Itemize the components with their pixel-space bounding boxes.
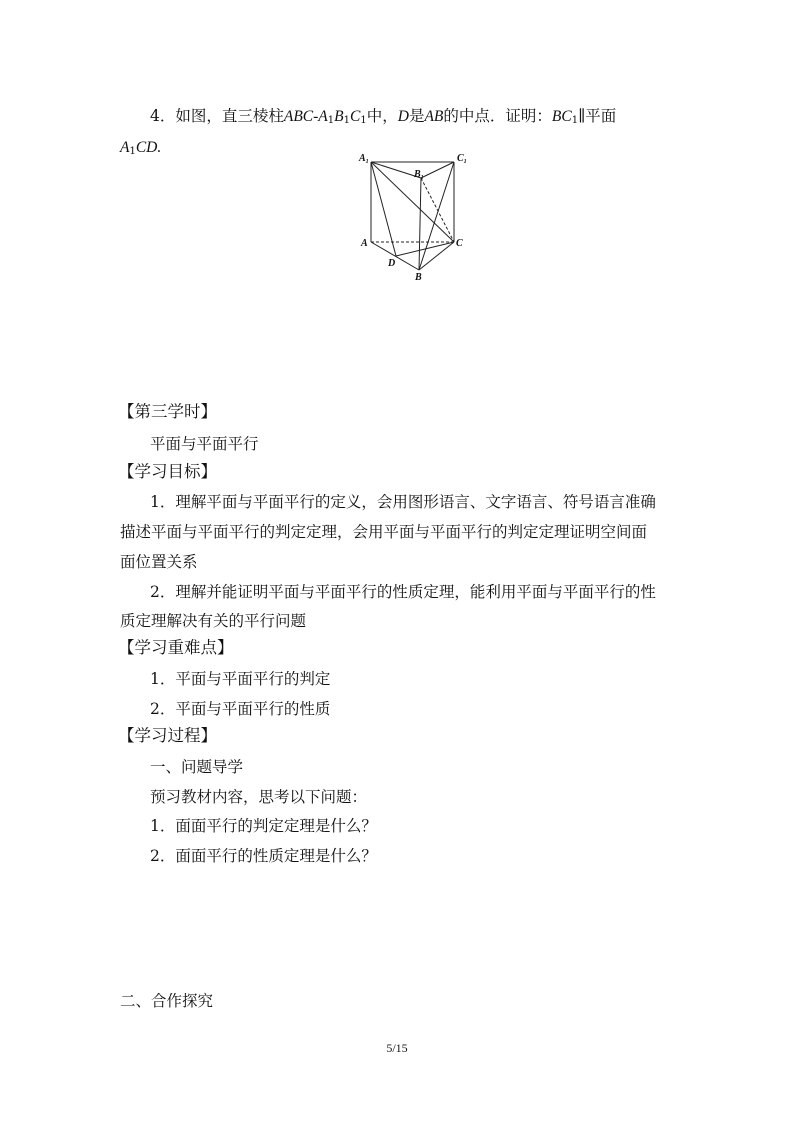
key-point-2: 2．平面与平面平行的性质 <box>150 700 331 718</box>
question-2: 2．面面平行的性质定理是什么？ <box>150 847 377 865</box>
label-a: A <box>361 238 368 249</box>
question-1: 1．面面平行的判定定理是什么？ <box>150 817 377 835</box>
lesson-subtitle: 平面与平面平行 <box>150 435 259 453</box>
label-b1: $B_1$ <box>414 169 424 181</box>
label-c1: $C_1$ <box>457 153 467 165</box>
objective-2-line2: 质定理解决有关的平行问题 <box>120 612 307 630</box>
heading-objectives: 【学习目标】 <box>118 462 217 481</box>
line-bc1 <box>419 162 454 270</box>
problem-4-line2: $A_1CD$. <box>120 139 162 157</box>
objective-1-line3: 面位置关系 <box>120 553 198 571</box>
label-c: C <box>456 238 463 249</box>
line-b1c-hidden <box>421 178 454 242</box>
label-a1: $A_1$ <box>359 153 369 165</box>
key-point-1: 1．平面与平面平行的判定 <box>150 670 331 688</box>
objective-1-line1: 1．理解平面与平面平行的定义，会用图形语言、文字语言、符号语言准确 <box>150 493 656 511</box>
process-part-2: 二、合作探究 <box>120 992 214 1010</box>
process-part-1: 一、问题导学 <box>150 758 244 776</box>
heading-process: 【学习过程】 <box>118 726 217 745</box>
objective-2-line1: 2．理解并能证明平面与平面平行的性质定理，能利用平面与平面平行的性 <box>150 583 656 601</box>
label-b: B <box>415 272 422 282</box>
page-number: 5/15 <box>386 1041 408 1055</box>
heading-third-lesson: 【第三学时】 <box>118 402 217 421</box>
problem-4-line1: 4．如图，直三棱柱ABC-$A_1B_1C_1$中，D是AB的中点．证明：$BC_1\parallel$平面 <box>150 107 617 126</box>
prism-figure <box>355 150 475 282</box>
edge-bb1 <box>419 178 421 270</box>
heading-key-points: 【学习重难点】 <box>118 638 234 657</box>
process-intro: 预习教材内容，思考以下问题： <box>150 788 368 806</box>
label-d: D <box>388 258 396 269</box>
objective-1-line2: 描述平面与平面平行的判定定理，会用平面与平面平行的判定定理证明空间面 <box>120 523 648 541</box>
edge-b1c1 <box>421 162 454 178</box>
